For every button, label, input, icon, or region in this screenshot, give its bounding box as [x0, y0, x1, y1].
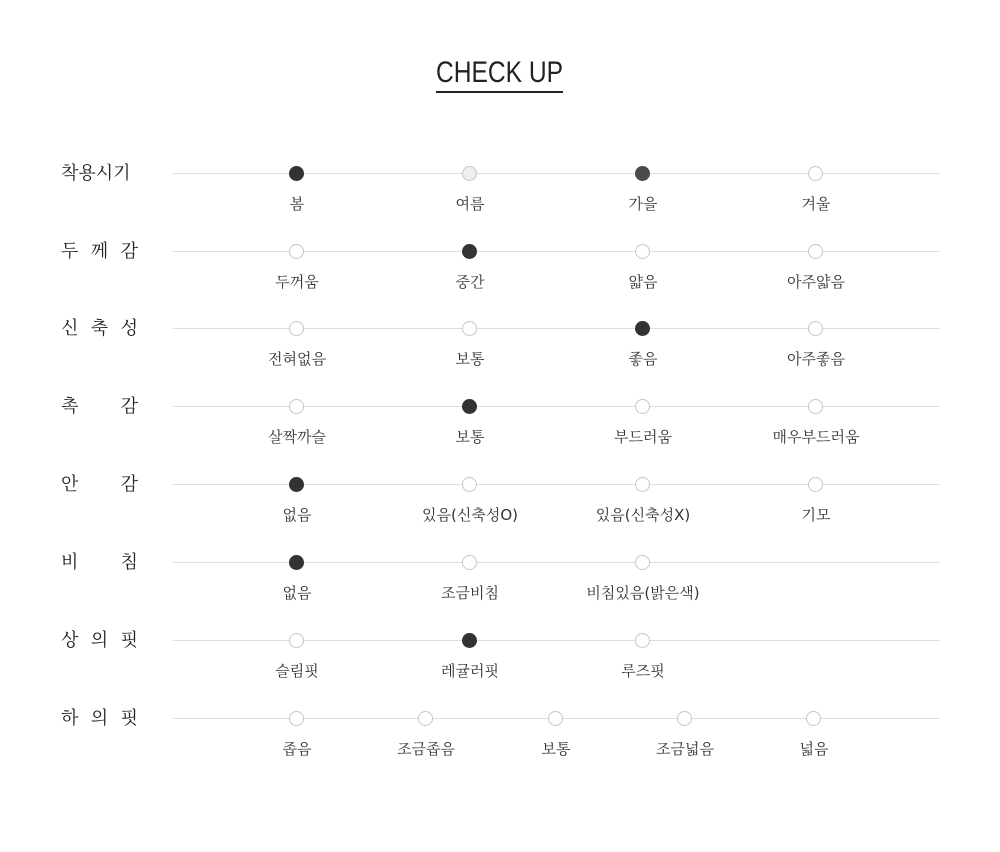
option-radio[interactable] — [418, 711, 433, 726]
row-label-part: 축 — [90, 318, 109, 339]
option-label: 얇음 — [628, 273, 658, 291]
checkup-row — [0, 396, 1000, 476]
option-radio[interactable] — [635, 321, 650, 336]
option-label: 레귤러핏 — [441, 662, 499, 680]
row-label-part: 상 — [61, 630, 79, 651]
option-label: 아주좋음 — [787, 350, 845, 368]
checkup-row — [0, 163, 1000, 243]
row-label-part: 의 — [90, 708, 109, 729]
option-label: 슬림핏 — [275, 662, 319, 680]
option-radio[interactable] — [808, 244, 823, 259]
row-label-part: 핏 — [120, 630, 138, 651]
option-label: 비침있음(밝은색) — [586, 584, 700, 602]
option-label: 아주얇음 — [787, 273, 845, 291]
option-label: 보통 — [455, 428, 485, 446]
option-radio[interactable] — [289, 244, 304, 259]
option-radio[interactable] — [462, 477, 477, 492]
checkup-row — [0, 630, 1000, 710]
option-radio[interactable] — [635, 477, 650, 492]
option-label: 루즈핏 — [621, 662, 665, 680]
row-label — [61, 629, 138, 653]
option-radio[interactable] — [635, 555, 650, 570]
option-label: 보통 — [541, 740, 571, 758]
option-label: 가을 — [628, 195, 658, 213]
row-label-part: 착용시기 — [61, 163, 131, 184]
row-label-part: 안 — [61, 474, 79, 495]
option-label: 여름 — [455, 195, 485, 213]
row-label-part: 께 — [90, 241, 109, 262]
checkup-row — [0, 474, 1000, 554]
row-label-part: 감 — [120, 396, 138, 417]
option-label: 좁음 — [282, 740, 312, 758]
option-radio[interactable] — [635, 244, 650, 259]
row-label-part: 촉 — [61, 396, 79, 417]
option-radio[interactable] — [289, 399, 304, 414]
option-radio[interactable] — [808, 477, 823, 492]
option-radio[interactable] — [462, 399, 477, 414]
row-label-part: 핏 — [120, 708, 138, 729]
checkup-row — [0, 552, 1000, 632]
row-label-part: 신 — [61, 318, 79, 339]
option-radio[interactable] — [289, 711, 304, 726]
option-radio[interactable] — [289, 555, 304, 570]
row-label — [61, 162, 138, 186]
option-radio[interactable] — [808, 321, 823, 336]
option-radio[interactable] — [677, 711, 692, 726]
option-radio[interactable] — [808, 166, 823, 181]
option-radio[interactable] — [289, 477, 304, 492]
option-radio[interactable] — [289, 166, 304, 181]
option-label: 좋음 — [628, 350, 658, 368]
option-label: 보통 — [455, 350, 485, 368]
option-label: 없음 — [282, 584, 312, 602]
option-label: 있음(신축성O) — [422, 506, 518, 524]
option-label: 기모 — [801, 506, 831, 524]
row-label-part: 감 — [120, 474, 138, 495]
option-label: 있음(신축성X) — [595, 506, 691, 524]
page-title — [0, 56, 1000, 93]
row-label-part: 침 — [120, 552, 138, 573]
row-label — [61, 551, 138, 575]
option-label: 매우부드러움 — [772, 428, 860, 446]
row-label-part: 하 — [61, 708, 79, 729]
row-label — [61, 473, 138, 497]
option-label: 조금넓음 — [656, 740, 714, 758]
option-radio[interactable] — [808, 399, 823, 414]
row-label — [61, 240, 138, 264]
option-radio[interactable] — [289, 633, 304, 648]
option-radio[interactable] — [635, 166, 650, 181]
option-label: 전혀없음 — [268, 350, 326, 368]
row-label-part: 두 — [61, 241, 79, 262]
option-radio[interactable] — [462, 321, 477, 336]
option-label: 조금비침 — [441, 584, 499, 602]
option-label: 겨울 — [801, 195, 831, 213]
option-label: 중간 — [455, 273, 485, 291]
option-label: 조금좁음 — [397, 740, 455, 758]
page-title-text: CHECK UP — [436, 56, 563, 93]
option-label: 없음 — [282, 506, 312, 524]
option-radio[interactable] — [462, 166, 477, 181]
option-radio[interactable] — [289, 321, 304, 336]
row-label — [61, 707, 138, 731]
option-label: 넓음 — [799, 740, 829, 758]
option-radio[interactable] — [462, 633, 477, 648]
checkup-row — [0, 708, 1000, 788]
checkup-row — [0, 241, 1000, 321]
option-radio[interactable] — [806, 711, 821, 726]
row-label-part: 비 — [61, 552, 79, 573]
option-label: 살짝까슬 — [268, 428, 326, 446]
option-radio[interactable] — [462, 555, 477, 570]
row-label-part: 감 — [120, 241, 138, 262]
option-radio[interactable] — [635, 633, 650, 648]
option-radio[interactable] — [635, 399, 650, 414]
checkup-row — [0, 318, 1000, 398]
row-label-part: 의 — [90, 630, 109, 651]
option-label: 두꺼움 — [275, 273, 319, 291]
row-label — [61, 317, 138, 341]
option-label: 부드러움 — [614, 428, 672, 446]
option-radio[interactable] — [462, 244, 477, 259]
row-label-part: 성 — [120, 318, 138, 339]
option-radio[interactable] — [548, 711, 563, 726]
option-label: 봄 — [289, 195, 305, 213]
row-label — [61, 395, 138, 419]
